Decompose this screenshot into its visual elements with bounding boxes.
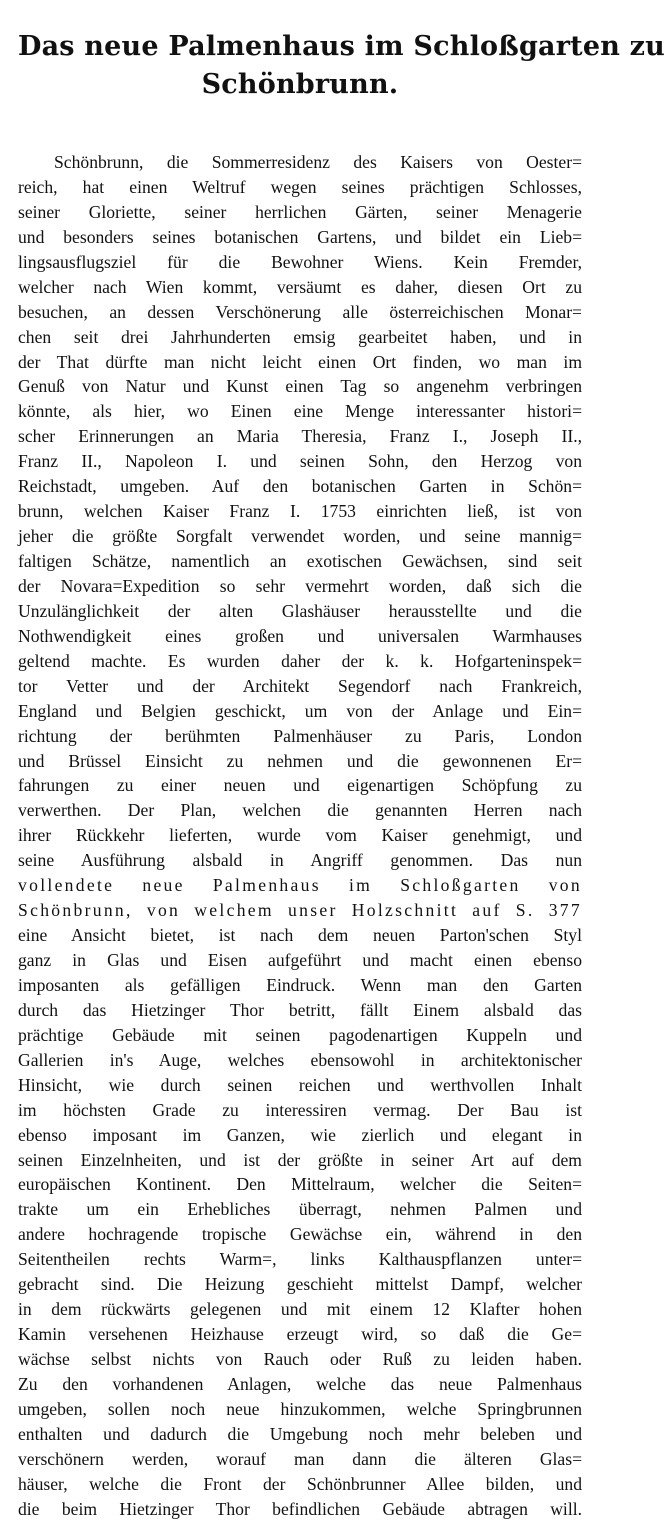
text-line: tor Vetter und der Architekt Segendorf nach Frankreich,	[18, 675, 582, 696]
text-line: verschönern werden, worauf man dann die älteren Glas=	[18, 1448, 582, 1469]
article-title	[18, 28, 665, 104]
text-line: richtung der berühmten Palmenhäuser zu Paris, London	[18, 725, 582, 746]
text-line: im höchsten Grade zu interessiren vermag. Der Bau ist	[18, 1099, 582, 1120]
text-line: fahrungen zu einer neuen und eigenartigen Schöpfung zu	[18, 775, 582, 796]
text-line: welcher nach Wien kommt, versäumt es daher, diesen Ort zu	[18, 276, 582, 297]
text-line: verwerthen. Der Plan, welchen die genannten Herren nach	[18, 800, 582, 821]
text-line: und Brüssel Einsicht zu nehmen und die gewonnenen Er=	[18, 750, 582, 771]
text-line: lingsausflugsziel für die Bewohner Wiens. Kein Fremder,	[18, 251, 582, 272]
text-line: Unzulänglichkeit der alten Glashäuser herausstellte und die	[18, 600, 582, 621]
text-line: der Novara=Expedition so sehr vermehrt worden, daß sich die	[18, 575, 582, 596]
text-line: chen seit drei Jahrhunderten emsig gearbeitet haben, und in	[18, 326, 582, 347]
text-line: brunn, welchen Kaiser Franz I. 1753 einrichten ließ, ist von	[18, 501, 582, 522]
text-line: der That dürfte man nicht leicht einen Ort finden, wo man im	[18, 351, 582, 372]
text-line: ganz in Glas und Eisen aufgeführt und macht einen ebenso	[18, 950, 582, 970]
text-line: Nothwendigkeit eines großen und universalen Warmhauses	[18, 625, 582, 646]
title-line-2: Schönbrunn.	[201, 69, 399, 100]
text-line: ebenso imposant im Ganzen, wie zierlich und elegant in	[18, 1124, 582, 1145]
text-line: Genuß von Natur und Kunst einen Tag so angenehm verbringen	[18, 376, 582, 397]
text-line: die beim Hietzinger Thor befindlichen Gebäude abtragen will.	[18, 1498, 582, 1519]
text-line: Seitentheilen rechts Warm=, links Kalthauspflanzen unter=	[18, 1249, 582, 1270]
text-line: faltigen Schätze, namentlich an exotischen Gewächsen, sind seit	[18, 551, 582, 571]
text-line: gebracht sind. Die Heizung geschieht mittelst Dampf, welcher	[18, 1274, 582, 1295]
text-line: Schönbrunn, von welchem unser Holzschnitt auf S. 377	[18, 900, 582, 921]
text-line: in dem rückwärts gelegenen und mit einem 12 Klafter hohen	[18, 1299, 582, 1320]
text-line: reich, hat einen Weltruf wegen seines prächtigen Schlosses,	[18, 176, 582, 197]
text-line: häuser, welche die Front der Schönbrunner Allee bilden, und	[18, 1473, 582, 1494]
text-line: seine Ausführung alsbald in Angriff genommen. Das nun	[18, 850, 582, 871]
text-line: England und Belgien geschickt, um von der Anlage und Ein=	[18, 700, 582, 721]
title-line-1: Das neue Palmenhaus im Schloßgarten zu	[18, 31, 665, 62]
text-line: Kamin versehenen Heizhause erzeugt wird, so daß die Ge=	[18, 1324, 582, 1345]
text-line: jeher die größte Sorgfalt verwendet worden, und seine mannig=	[18, 526, 582, 547]
text-line: imposanten als gefälligen Eindruck. Wenn man den Garten	[18, 974, 582, 995]
text-line: Reichstadt, umgeben. Auf den botanischen Garten in Schön=	[18, 476, 582, 497]
text-line: Schönbrunn, die Sommerresidenz des Kaisers von Oester=	[54, 152, 582, 172]
text-line: Franz II., Napoleon I. und seinen Sohn, den Herzog von	[18, 451, 582, 472]
text-line: trakte um ein Erhebliches überragt, nehmen Palmen und	[18, 1199, 582, 1220]
text-line: könnte, als hier, wo Einen eine Menge interessanter histori=	[18, 401, 582, 422]
text-line: besuchen, an dessen Verschönerung alle österreichischen Monar=	[18, 301, 582, 322]
text-line: vollendete neue Palmenhaus im Schloßgarten von	[18, 875, 582, 896]
article-body	[18, 150, 582, 1522]
text-line: umgeben, sollen noch neue hinzukommen, welche Springbrunnen	[18, 1398, 582, 1419]
text-line: und besonders seines botanischen Gartens, und bildet ein Lieb=	[18, 226, 582, 247]
text-line: seinen Einzelnheiten, und ist der größte in seiner Art auf dem	[18, 1149, 582, 1170]
text-line: Gallerien in's Auge, welches ebensowohl in architektonischer	[18, 1049, 582, 1070]
text-line: Zu den vorhandenen Anlagen, welche das neue Palmenhaus	[18, 1373, 582, 1394]
text-line: wächse selbst nichts von Rauch oder Ruß zu leiden haben.	[18, 1349, 582, 1369]
text-line: europäischen Kontinent. Den Mittelraum, welcher die Seiten=	[18, 1174, 582, 1195]
text-line: geltend machte. Es wurden daher der k. k. Hofgarteninspek=	[18, 650, 582, 671]
text-line: scher Erinnerungen an Maria Theresia, Franz I., Joseph II.,	[18, 426, 582, 447]
text-line: durch das Hietzinger Thor betritt, fällt Einem alsbald das	[18, 999, 582, 1020]
text-line: seiner Gloriette, seiner herrlichen Gärten, seiner Menagerie	[18, 201, 582, 222]
text-line: enthalten und dadurch die Umgebung noch mehr beleben und	[18, 1423, 582, 1444]
text-line: prächtige Gebäude mit seinen pagodenartigen Kuppeln und	[18, 1024, 582, 1045]
text-line: ihrer Rückkehr lieferten, wurde vom Kaiser genehmigt, und	[18, 825, 582, 846]
text-line: Hinsicht, wie durch seinen reichen und werthvollen Inhalt	[18, 1074, 582, 1095]
text-line: andere hochragende tropische Gewächse ein, während in den	[18, 1224, 582, 1245]
text-line: eine Ansicht bietet, ist nach dem neuen Parton'schen Styl	[18, 925, 582, 946]
